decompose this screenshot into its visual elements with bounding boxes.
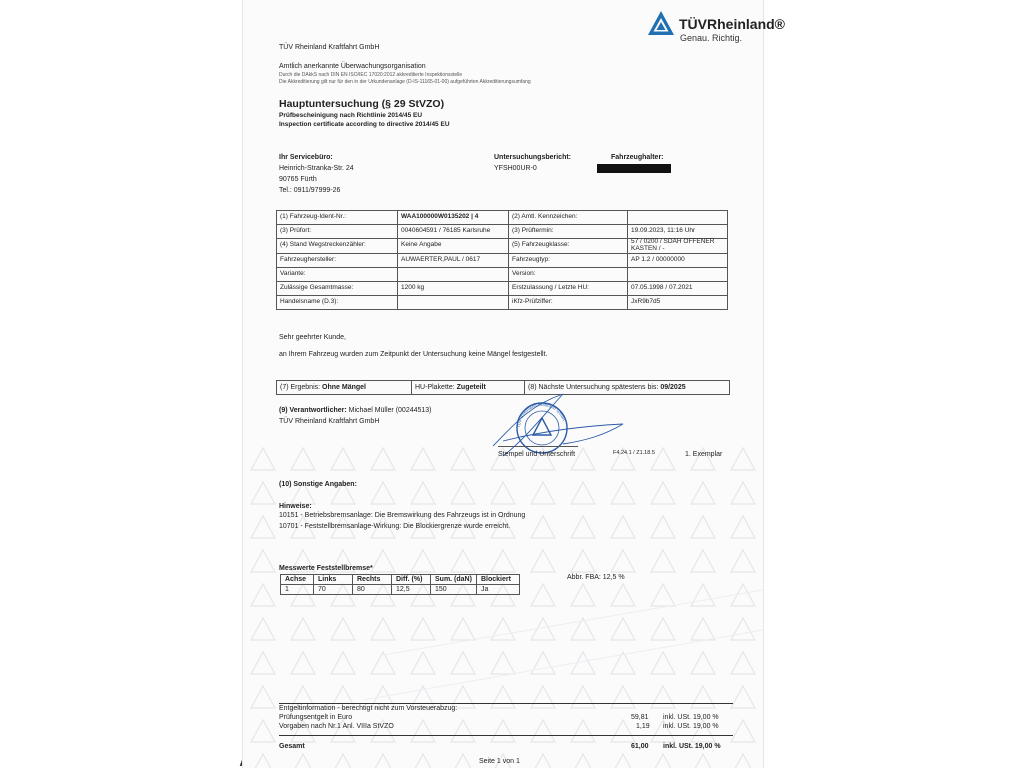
brake-header-cell: Blockiert bbox=[476, 575, 519, 585]
vehicle-field-label: (3) Prüfort: bbox=[277, 225, 398, 239]
plate-value: Zugeteilt bbox=[456, 384, 486, 391]
document-title: Hauptuntersuchung (§ 29 StVZO) bbox=[279, 98, 445, 110]
certificate-page bbox=[242, 0, 785, 768]
next-inspection-label: (8) Nächste Untersuchung spätestens bis: bbox=[528, 384, 659, 391]
copy-label: 1. Exemplar bbox=[685, 451, 723, 458]
vehicle-field-label: (3) Prüftermin: bbox=[509, 225, 628, 239]
vehicle-field-value: 57 / 0200 / SDAH OFFENER KASTEN / - bbox=[628, 239, 728, 254]
vehicle-field-value: 19.09.2023, 11:16 Uhr bbox=[628, 225, 728, 239]
brake-table bbox=[280, 574, 520, 595]
fees-divider bbox=[279, 703, 733, 704]
svg-text:TÜV Rheinland Kraftfahrt GmbH bbox=[516, 402, 567, 428]
vehicle-field-label: iKfz-Prüfziffer: bbox=[509, 295, 628, 309]
accreditation-title: Amtlich anerkannte Überwachungsorganisation bbox=[279, 63, 426, 70]
report-value: YFSH00UR-0 bbox=[494, 165, 537, 172]
document-subtitle-en: Inspection certificate according to directive 2014/45 EU bbox=[279, 121, 450, 128]
brake-title: Messwerte Feststellbremse* bbox=[279, 565, 373, 572]
vehicle-table-row bbox=[277, 225, 728, 239]
vehicle-field-value bbox=[628, 267, 728, 281]
vehicle-field-label: Variante: bbox=[277, 267, 398, 281]
vehicle-field-label: Zulässige Gesamtmasse: bbox=[277, 281, 398, 295]
result-value: Ohne Mängel bbox=[322, 384, 366, 391]
vehicle-field-label: Fahrzeugtyp: bbox=[509, 253, 628, 267]
stamp-label: Stempel und Unterschrift bbox=[498, 451, 576, 458]
vehicle-data-table bbox=[276, 210, 728, 310]
greeting: Sehr geehrter Kunde, bbox=[279, 334, 346, 341]
inspection-message: an Ihrem Fahrzeug wurden zum Zeitpunkt der Untersuchung keine Mängel festgestellt. bbox=[279, 351, 548, 358]
vehicle-table-row bbox=[277, 239, 728, 254]
responsible-line bbox=[279, 407, 432, 414]
stamp-code: F4.24.1 / Z1.18.5 bbox=[613, 450, 655, 456]
responsible-company: TÜV Rheinland Kraftfahrt GmbH bbox=[279, 418, 380, 425]
page-number: Seite 1 von 1 bbox=[479, 758, 520, 765]
brake-data-cell: 150 bbox=[431, 585, 477, 595]
brake-data-cell: Ja bbox=[476, 585, 519, 595]
vehicle-field-value: 0040604591 / 76185 Karlsruhe bbox=[398, 225, 509, 239]
brake-fba: Abbr. FBA: 12,5 % bbox=[567, 574, 625, 581]
other-info-label: (10) Sonstige Angaben: bbox=[279, 481, 357, 488]
accreditation-line-1: Durch die DAkkS nach DIN EN ISO/IEC 17020:2012 akkreditierte Inspektionsstelle bbox=[279, 72, 463, 78]
vehicle-table-row bbox=[277, 253, 728, 267]
logo-brand: TÜVRheinland® bbox=[679, 16, 785, 32]
total-divider bbox=[279, 735, 733, 736]
logo-slogan: Genau. Richtig. bbox=[680, 33, 743, 43]
service-label: Ihr Servicebüro: bbox=[279, 154, 333, 161]
total-tax: inkl. USt. 19,00 % bbox=[663, 743, 721, 750]
fee-line-2-label: Vorgaben nach Nr.1 Anl. VIIIa StVZO bbox=[279, 723, 394, 730]
brake-data-cell: 80 bbox=[353, 585, 392, 595]
vehicle-field-value bbox=[628, 211, 728, 225]
vehicle-field-label: Fahrzeughersteller: bbox=[277, 253, 398, 267]
service-city: 90765 Fürth bbox=[279, 176, 317, 183]
vehicle-field-value: JxR9b7d5 bbox=[628, 295, 728, 309]
brake-header-row bbox=[281, 575, 520, 585]
vehicle-field-value: AUWAERTER,PAUL / 0617 bbox=[398, 253, 509, 267]
brake-data-cell: 1 bbox=[281, 585, 314, 595]
fee-line-1-label: Prüfungsentgelt in Euro bbox=[279, 714, 353, 721]
vehicle-field-value: Keine Angabe bbox=[398, 239, 509, 254]
vehicle-field-value: 07.05.1998 / 07.2021 bbox=[628, 281, 728, 295]
vehicle-field-label: (1) Fahrzeug-Ident-Nr.: bbox=[277, 211, 398, 225]
total-label: Gesamt bbox=[279, 743, 305, 750]
service-street: Heinrich-Stranka-Str. 24 bbox=[279, 165, 354, 172]
brake-header-cell: Links bbox=[314, 575, 353, 585]
vehicle-table-row bbox=[277, 211, 728, 225]
plate-label: HU-Plakette: bbox=[415, 384, 455, 391]
stamp-ring-text: TÜV Rheinland Kraftfahrt GmbH bbox=[515, 401, 567, 429]
owner-label: Fahrzeughalter: bbox=[611, 154, 664, 161]
owner-redacted bbox=[597, 164, 671, 173]
fee-line-2-tax: inkl. USt. 19,00 % bbox=[663, 723, 719, 730]
vehicle-field-value: WAA100000W0135202 | 4 bbox=[398, 211, 509, 225]
tuv-logo-icon bbox=[647, 10, 675, 36]
vehicle-field-value: AP 1.2 / 00000000 bbox=[628, 253, 728, 267]
brake-header-cell: Diff. (%) bbox=[392, 575, 431, 585]
company-name: TÜV Rheinland Kraftfahrt GmbH bbox=[279, 44, 380, 51]
fee-line-1-tax: inkl. USt. 19,00 % bbox=[663, 714, 719, 721]
vehicle-field-label: Erstzulassung / Letzte HU: bbox=[509, 281, 628, 295]
notes-line-2: 10701 - Feststellbremsanlage-Wirkung: Die Blockiergrenze wurde erreicht. bbox=[279, 523, 511, 530]
brake-data-cell: 70 bbox=[314, 585, 353, 595]
notes-line-1: 10151 - Betriebsbremsanlage: Die Bremswirkung des Fahrzeugs ist in Ordnung bbox=[279, 512, 526, 519]
next-inspection-value: 09/2025 bbox=[660, 384, 686, 391]
brake-data-row bbox=[281, 585, 520, 595]
fees-info: Entgeltinformation - berechtigt nicht zum Vorsteuerabzug: bbox=[279, 705, 458, 712]
vehicle-field-value bbox=[398, 267, 509, 281]
brake-header-cell: Rechts bbox=[353, 575, 392, 585]
brake-data-cell: 12,5 bbox=[392, 585, 431, 595]
vehicle-table-row bbox=[277, 295, 728, 309]
service-phone: Tel.: 0911/97999-26 bbox=[279, 187, 341, 194]
notes-label: Hinweise: bbox=[279, 503, 312, 510]
report-label: Untersuchungsbericht: bbox=[494, 154, 572, 161]
vehicle-field-label: (2) Amtl. Kennzeichen: bbox=[509, 211, 628, 225]
responsible-label: (9) Verantwortlicher: bbox=[279, 407, 347, 414]
accreditation-line-2: Die Akkreditierung gilt nur für den in der Urkundenanlage (D-IS-11165-01-00) aufgeführten Akkreditierungsumfang bbox=[279, 79, 531, 85]
vehicle-field-value bbox=[398, 295, 509, 309]
result-label: (7) Ergebnis: bbox=[280, 384, 321, 391]
fee-line-1-value: 59,81 bbox=[631, 714, 649, 721]
signature-line bbox=[498, 446, 578, 447]
total-value: 61,00 bbox=[631, 743, 649, 750]
responsible-name: Michael Müller (00244513) bbox=[348, 407, 432, 414]
fee-line-2-value: 1,19 bbox=[636, 723, 650, 730]
vehicle-field-value: 1200 kg bbox=[398, 281, 509, 295]
document-subtitle-de: Prüfbescheinigung nach Richtlinie 2014/45 EU bbox=[279, 112, 423, 119]
vehicle-table-row bbox=[277, 281, 728, 295]
vehicle-field-label: Version: bbox=[509, 267, 628, 281]
result-cell bbox=[277, 381, 412, 395]
brake-header-cell: Sum. (daN) bbox=[431, 575, 477, 585]
brake-header-cell: Achse bbox=[281, 575, 314, 585]
vehicle-table-row bbox=[277, 267, 728, 281]
vehicle-field-label: (4) Stand Wegstreckenzähler: bbox=[277, 239, 398, 254]
vehicle-field-label: (5) Fahrzeugklasse: bbox=[509, 239, 628, 254]
vehicle-field-label: Handelsname (D.3): bbox=[277, 295, 398, 309]
